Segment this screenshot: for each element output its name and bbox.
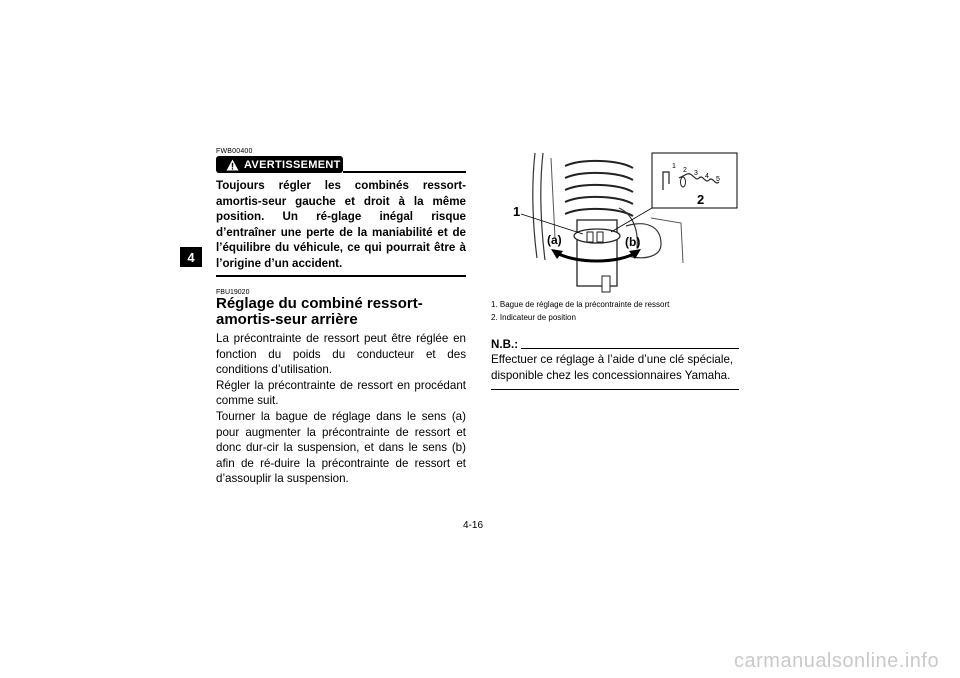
section-title: Réglage du combiné ressort-amortis-seur arrière: [216, 295, 423, 328]
page-number: 4-16: [463, 520, 484, 531]
note-rule: [521, 348, 739, 349]
warning-triangle-icon: [226, 159, 239, 171]
scale-mark: 3: [694, 170, 698, 177]
note-label: N.B.:: [491, 338, 519, 351]
paragraph: Tourner la bague de réglage dans le sens (a) pour augmenter la précontrainte de ressort et donc dur-cir la suspension, et dans le sens (b) afin de ré-duire la précontrainte de ressort et d’assouplir la suspension.: [216, 409, 466, 486]
warning-rule: [343, 171, 466, 173]
caption-item: 2. Indicateur de position: [491, 312, 576, 322]
warning-header: [216, 156, 466, 174]
paragraph: La précontrainte de ressort peut être réglée en fonction du poids du conducteur et des conditions d’utilisation.: [216, 332, 466, 377]
warning-text: Toujours régler les combinés ressort-amortis-seur gauche et droit à la même position. Un ré-glage inégal risque d’entraîner une perte de la maniabilité et de l’équilibre du véhicule, ce qui pourrait être à l’origine d’un accident.: [216, 178, 466, 277]
note-header: [491, 338, 739, 352]
scale-mark: 2: [683, 167, 687, 174]
warning-label: AVERTISSEMENT: [244, 158, 341, 171]
left-column: [216, 148, 466, 487]
scale-mark: 4: [705, 173, 709, 180]
inset-box: [652, 153, 737, 208]
section-body: [216, 331, 466, 487]
shock-absorber-illustration: [491, 148, 739, 293]
warning-badge: [216, 156, 343, 173]
figure-captions: [491, 299, 741, 324]
scale-mark: 1: [672, 163, 676, 170]
callout-1: 1: [513, 204, 521, 219]
direction-a-label: (a): [547, 233, 562, 247]
paragraph: Régler la précontrainte de ressort en procédant comme suit.: [216, 378, 466, 408]
warning-code: FWB00400: [216, 148, 253, 155]
caption-item: 1. Bague de réglage de la précontrainte de ressort: [491, 300, 670, 309]
scale-mark: 5: [716, 176, 720, 183]
note-block: [491, 338, 739, 390]
chapter-tab: 4: [180, 247, 202, 267]
section-code: FBU19020: [216, 289, 250, 296]
spring-coils: [565, 161, 633, 216]
note-text: Effectuer ce réglage à l’aide d’une clé spéciale, disponible chez les concessionnaires Yamaha.: [491, 352, 739, 390]
watermark: carmanualsonline.info: [734, 650, 940, 672]
direction-b-label: (b): [625, 235, 641, 249]
callout-2: 2: [697, 192, 705, 207]
